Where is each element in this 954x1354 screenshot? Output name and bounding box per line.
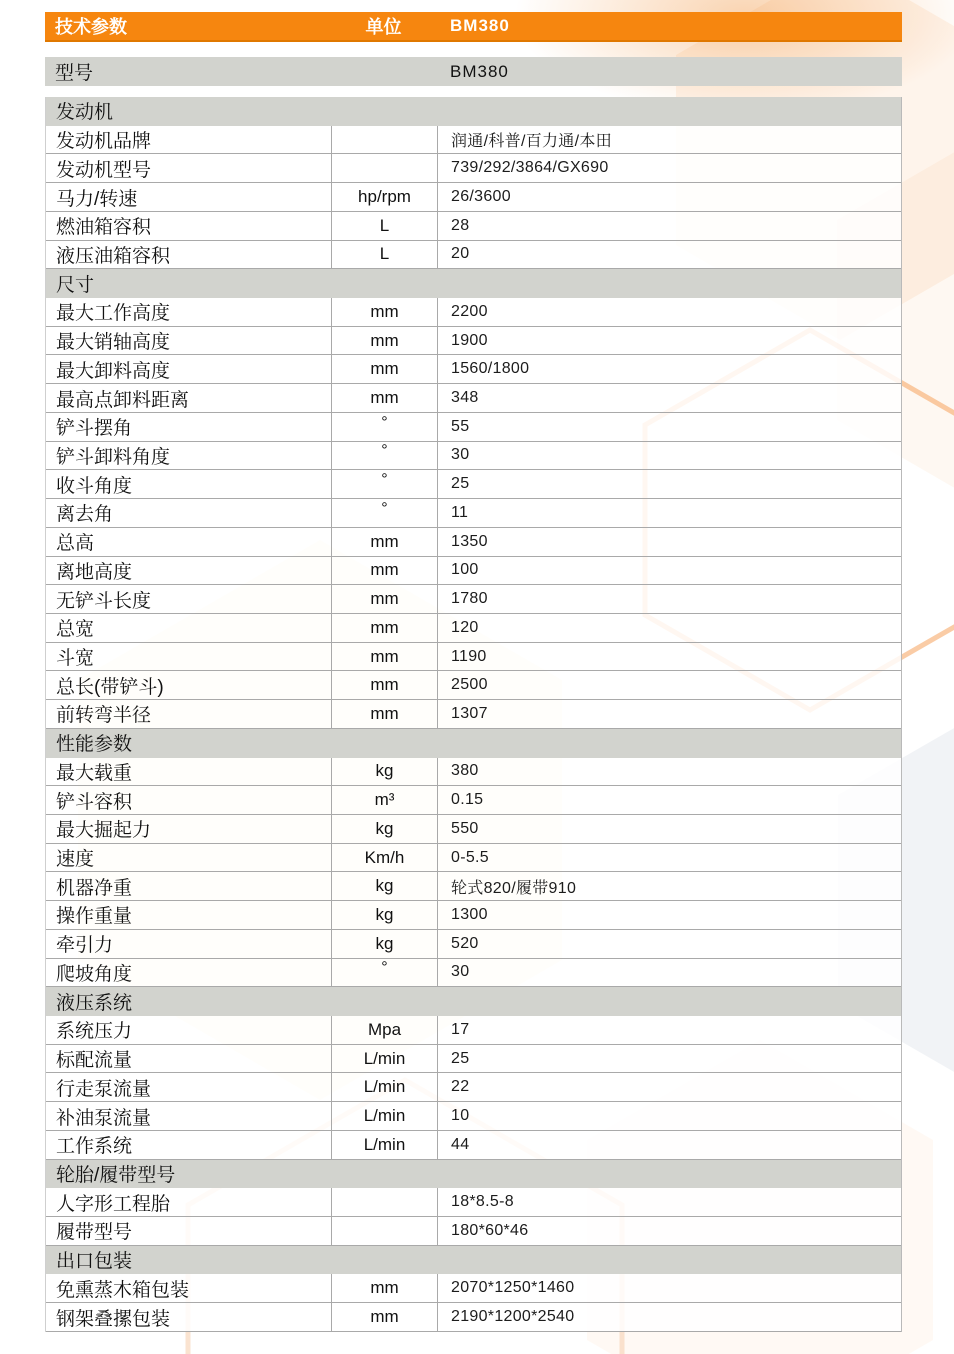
table-row [46,298,901,327]
unit-cell: mm [331,643,438,671]
parameter-label: 人字形工程胎 [56,1193,171,1215]
value-cell: 380 [451,762,479,780]
table-row [46,872,901,901]
parameter-label: 液压油箱容积 [56,245,171,267]
unit-cell: mm [331,671,438,699]
unit-cell: L/min [331,1102,438,1130]
model-row [45,57,902,86]
unit-cell [331,1217,438,1245]
table-row [46,212,901,241]
value-cell: 22 [451,1078,470,1096]
value-cell: 17 [451,1020,470,1038]
table-row [46,154,901,183]
parameter-label: 收斗角度 [56,475,133,497]
parameter-label: 工作系统 [56,1136,133,1158]
table-row [46,614,901,643]
value-cell: 28 [451,216,470,234]
parameter-label: 补油泵流量 [56,1107,152,1129]
value-cell: 25 [451,475,470,493]
value-cell: 44 [451,1135,470,1153]
unit-cell: L/min [331,1073,438,1101]
value-cell: 1780 [451,590,488,608]
value-cell: 30 [451,963,470,981]
unit-cell: mm [331,614,438,642]
table-row [46,671,901,700]
value-cell: 2500 [451,676,488,694]
table-row [46,241,901,270]
table-row [46,126,901,155]
parameter-label: 速度 [56,849,95,871]
unit-cell [331,154,438,182]
parameter-label: 标配流量 [56,1050,133,1072]
unit-cell: mm [331,700,438,728]
table-row [46,327,901,356]
parameter-label: 发动机品牌 [56,131,152,153]
table-row [46,1102,901,1131]
parameter-label: 总高 [56,533,95,555]
unit-cell: kg [331,815,438,843]
value-cell: 0-5.5 [451,848,489,866]
table-row [46,815,901,844]
unit-cell: mm [331,327,438,355]
section-header [46,729,901,758]
degree-symbol: ° [381,413,388,431]
unit-cell: kg [331,758,438,786]
unit-cell: mm [331,384,438,412]
section-header [46,269,901,298]
table-row [46,1188,901,1217]
table-row [46,470,901,499]
value-cell: 520 [451,934,479,952]
table-row [46,1131,901,1160]
parameter-label: 钢架叠摞包装 [56,1308,171,1330]
value-cell: 1350 [451,532,488,550]
model-row-value: BM380 [450,61,509,81]
value-cell: 轮式820/履带910 [451,879,577,897]
spec-table [45,12,902,1332]
unit-cell [331,413,438,441]
value-cell: 0.15 [451,791,484,809]
value-cell: 2070*1250*1460 [451,1279,575,1297]
value-cell: 1300 [451,905,488,923]
unit-cell: L [331,241,438,269]
unit-cell: kg [331,872,438,900]
value-cell: 2190*1200*2540 [451,1308,575,1326]
value-cell: 11 [451,503,469,521]
unit-cell: Mpa [331,1016,438,1044]
unit-cell: mm [331,1303,438,1331]
value-cell: 120 [451,618,479,636]
parameter-label: 行走泵流量 [56,1078,152,1100]
parameter-label: 马力/转速 [56,188,138,210]
unit-cell: L [331,212,438,240]
value-cell: 润通/科普/百力通/本田 [451,133,612,151]
parameter-label: 总宽 [56,619,95,641]
value-cell: 30 [451,446,470,464]
unit-cell [331,442,438,470]
parameter-label: 前转弯半径 [56,705,152,727]
table-row [46,930,901,959]
parameter-label: 牵引力 [56,935,114,957]
value-cell: 20 [451,245,470,263]
table-row [46,901,901,930]
value-cell: 55 [451,417,470,435]
parameter-label: 履带型号 [56,1222,133,1244]
section-title: 液压系统 [56,992,133,1014]
parameter-label: 斗宽 [56,648,95,670]
value-cell: 180*60*46 [451,1221,529,1239]
section-title: 尺寸 [56,274,95,296]
table-row [46,959,901,988]
parameter-label: 铲斗容积 [56,791,133,813]
table-row [46,844,901,873]
table-row [46,355,901,384]
unit-column-header: 单位 [365,17,402,37]
table-header-row [45,12,902,42]
parameter-label: 无铲斗长度 [56,590,152,612]
value-cell: 100 [451,561,479,579]
parameter-label: 最大卸料高度 [56,360,171,382]
parameter-label: 爬坡角度 [56,963,133,985]
model-column-header: BM380 [450,16,510,35]
table-row [46,700,901,729]
unit-cell [331,959,438,987]
parameter-label: 系统压力 [56,1021,133,1043]
value-cell: 2200 [451,302,488,320]
parameter-label: 最大销轴高度 [56,332,171,354]
parameter-label: 最大掘起力 [56,820,152,842]
value-cell: 1307 [451,704,488,722]
table-row [46,1073,901,1102]
degree-symbol: ° [381,959,388,977]
table-row [46,528,901,557]
unit-cell: kg [331,930,438,958]
value-cell: 1560/1800 [451,360,530,378]
unit-cell: hp/rpm [331,183,438,211]
table-row [46,1274,901,1303]
parameter-label: 最大工作高度 [56,303,171,325]
table-row [46,1217,901,1246]
page-title: 技术参数 [55,17,127,37]
table-row [46,643,901,672]
section-title: 出口包装 [56,1251,133,1273]
unit-cell: L/min [331,1131,438,1159]
parameter-label: 铲斗卸料角度 [56,446,171,468]
section-header [46,987,901,1016]
table-row [46,499,901,528]
spec-rows [45,97,902,1332]
unit-cell: mm [331,298,438,326]
table-row [46,442,901,471]
value-cell: 18*8.5-8 [451,1193,514,1211]
value-cell: 25 [451,1049,470,1067]
unit-cell [331,1188,438,1216]
table-row [46,384,901,413]
table-row [46,1045,901,1074]
parameter-label: 最大载重 [56,762,133,784]
unit-cell: kg [331,901,438,929]
unit-cell: mm [331,528,438,556]
table-row [46,557,901,586]
value-cell: 26/3600 [451,188,511,206]
parameter-label: 机器净重 [56,877,133,899]
value-cell: 1190 [451,647,487,665]
degree-symbol: ° [381,499,388,517]
unit-cell: Km/h [331,844,438,872]
section-header [46,97,901,126]
unit-cell: mm [331,1274,438,1302]
value-cell: 1900 [451,331,488,349]
value-cell: 739/292/3864/GX690 [451,159,609,177]
section-title: 轮胎/履带型号 [56,1164,176,1186]
table-row [46,758,901,787]
table-row [46,183,901,212]
parameter-label: 总长(带铲斗) [56,676,164,698]
unit-cell [331,499,438,527]
table-row [46,1303,901,1332]
unit-cell: mm [331,355,438,383]
section-header [46,1160,901,1189]
unit-cell [331,470,438,498]
parameter-label: 离地高度 [56,561,133,583]
unit-cell: mm [331,557,438,585]
unit-cell: m³ [331,786,438,814]
unit-cell [331,126,438,154]
parameter-label: 发动机型号 [56,159,152,181]
table-row [46,786,901,815]
parameter-label: 铲斗摆角 [56,418,133,440]
table-row [46,1016,901,1045]
value-cell: 10 [451,1107,470,1125]
degree-symbol: ° [381,442,388,460]
parameter-label: 免熏蒸木箱包装 [56,1279,190,1301]
degree-symbol: ° [381,471,388,489]
table-row [46,413,901,442]
section-title: 发动机 [56,102,114,124]
spacer [45,86,902,97]
value-cell: 550 [451,819,479,837]
parameter-label: 最高点卸料距离 [56,389,190,411]
unit-cell: L/min [331,1045,438,1073]
unit-cell: mm [331,585,438,613]
table-row [46,585,901,614]
value-cell: 348 [451,389,479,407]
section-title: 性能参数 [56,734,133,756]
parameter-label: 燃油箱容积 [56,217,152,239]
model-row-label: 型号 [55,63,94,84]
spacer [45,42,902,57]
parameter-label: 离去角 [56,504,114,526]
parameter-label: 操作重量 [56,906,133,928]
section-header [46,1246,901,1275]
